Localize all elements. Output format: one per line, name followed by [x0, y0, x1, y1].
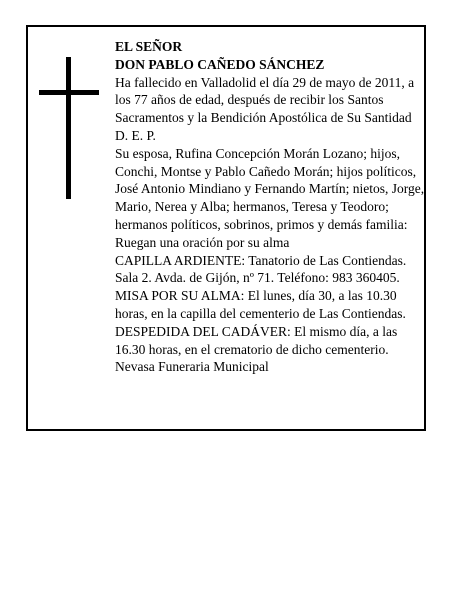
deceased-name: DON PABLO CAÑEDO SÁNCHEZ: [115, 56, 325, 72]
notice-text: [115, 38, 427, 376]
cross-horizontal-bar: [39, 90, 99, 95]
mass-info: MISA POR SU ALMA: El lunes, día 30, a las 10.30 horas, en la capilla del cementerio de Las Contiendas.: [115, 288, 406, 321]
chapel-info: CAPILLA ARDIENTE: Tanatorio de Las Contiendas. Sala 2. Avda. de Gijón, nº 71. Teléfono: 983 360405.: [115, 252, 407, 286]
notice-title: EL SEÑOR: [115, 39, 183, 54]
funeral-home: Nevasa Funeraria Municipal: [115, 359, 269, 375]
obituary-notice: [26, 25, 426, 431]
cross-icon: [39, 57, 99, 199]
farewell-info: DESPEDIDA DEL CADÁVER: El mismo día, a las 16.30 horas, en el crematorio de dicho cementerio.: [115, 323, 398, 357]
cross-vertical-bar: [66, 57, 71, 199]
prayer-request: Ruegan una oración por su alma: [115, 234, 290, 250]
family-list: Su esposa, Rufina Concepción Morán Lozano; hijos, Conchi, Montse y Pablo Cañedo Morán; hijos políticos, José Antonio Mindiano y Fernando Martín; nietos, Jorge, Mario, Nerea y Alba; hermanos, Teresa y Teodoro; hermanos políticos, sobrinos, primos y demás familia:: [115, 145, 425, 232]
death-announcement: Ha fallecido en Valladolid el día 29 de mayo de 2011, a los 77 años de edad, después de recibir los Santos Sacramentos y la Bendición Apostólica de Su Santidad D. E. P.: [115, 74, 415, 143]
